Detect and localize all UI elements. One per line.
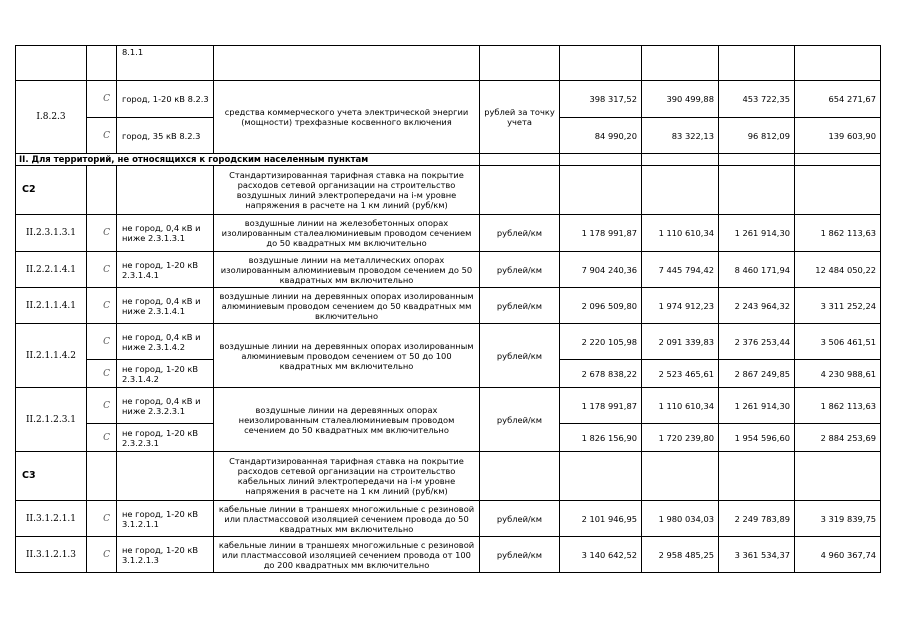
row-mark: C bbox=[87, 288, 117, 324]
row-code: II.2.1.1.4.1 bbox=[16, 288, 87, 324]
row-description: воздушные линии на деревянных опорах изолированным алюминиевым проводом сечением от 50 до 100 квадратных мм включительно bbox=[214, 324, 480, 388]
row-mark: C bbox=[87, 81, 117, 118]
value-cell: 2 101 946,95 bbox=[560, 501, 642, 537]
value-cell: 96 812,09 bbox=[719, 118, 795, 154]
value-cell: 1 178 991,87 bbox=[560, 388, 642, 424]
value-cell: 1 261 914,30 bbox=[719, 388, 795, 424]
row-description: кабельные линии в траншеях многожильные с резиновой или пластмассовой изоляцией сечением провода от 100 до 200 квадратных мм включительно bbox=[214, 537, 480, 573]
value-cell: 4 230 988,61 bbox=[795, 360, 881, 388]
value-cell: 3 319 839,75 bbox=[795, 501, 881, 537]
row-code: II.2.1.2.3.1 bbox=[16, 388, 87, 452]
section-header-row bbox=[16, 154, 881, 166]
row-name: не город, 0,4 кВ и ниже 2.3.1.3.1 bbox=[117, 215, 214, 252]
value-cell: 654 271,67 bbox=[795, 81, 881, 118]
row-mark: C bbox=[87, 388, 117, 424]
row-name: не город, 1-20 кВ 2.3.1.4.1 bbox=[117, 252, 214, 288]
table-row bbox=[16, 252, 881, 288]
row-description: кабельные линии в траншеях многожильные с резиновой или пластмассовой изоляцией сечением провода до 50 квадратных мм включительно bbox=[214, 501, 480, 537]
category-description: Стандартизированная тарифная ставка на покрытие расходов сетевой организации на строительство воздушных линий электропередачи на i-м уровне напряжения в расчете на 1 км линий (руб/км) bbox=[214, 166, 480, 215]
row-name: город, 1-20 кВ 8.2.3 bbox=[117, 81, 214, 118]
row-code: I.8.2.3 bbox=[16, 81, 87, 154]
row-description: воздушные линии на деревянных опорах изолированным алюминиевым проводом сечением до 50 квадратных мм включительно bbox=[214, 288, 480, 324]
row-name: не город, 0,4 кВ и ниже 2.3.1.4.1 bbox=[117, 288, 214, 324]
row-code: II.2.2.1.4.1 bbox=[16, 252, 87, 288]
value-cell: 1 954 596,60 bbox=[719, 424, 795, 452]
row-mark: C bbox=[87, 424, 117, 452]
value-cell: 4 960 367,74 bbox=[795, 537, 881, 573]
row-description: воздушные линии на железобетонных опорах изолированным сталеалюминиевым проводом сечением до 50 квадратных мм включительно bbox=[214, 215, 480, 252]
row-code: II.3.1.2.1.1 bbox=[16, 501, 87, 537]
value-cell: 1 720 239,80 bbox=[642, 424, 719, 452]
value-cell: 1 110 610,34 bbox=[642, 388, 719, 424]
row-unit: рублей/км bbox=[480, 501, 560, 537]
category-row bbox=[16, 166, 881, 215]
row-code: II.2.3.1.3.1 bbox=[16, 215, 87, 252]
value-cell: 2 678 838,22 bbox=[560, 360, 642, 388]
table-row bbox=[16, 537, 881, 573]
row-name: не город, 0,4 кВ и ниже 2.3.2.3.1 bbox=[117, 388, 214, 424]
value-cell: 7 445 794,42 bbox=[642, 252, 719, 288]
value-cell: 3 140 642,52 bbox=[560, 537, 642, 573]
value-cell: 2 376 253,44 bbox=[719, 324, 795, 360]
value-cell: 3 506 461,51 bbox=[795, 324, 881, 360]
value-cell: 1 826 156,90 bbox=[560, 424, 642, 452]
row-unit: рублей/км bbox=[480, 288, 560, 324]
row-description: средства коммерческого учета электрической энергии (мощности) трехфазные косвенного включения bbox=[214, 81, 480, 154]
value-cell: 398 317,52 bbox=[560, 81, 642, 118]
value-cell: 139 603,90 bbox=[795, 118, 881, 154]
top-row-name: 8.1.1 bbox=[117, 46, 214, 81]
category-row bbox=[16, 452, 881, 501]
row-mark: C bbox=[87, 324, 117, 360]
row-mark: C bbox=[87, 537, 117, 573]
row-mark: C bbox=[87, 215, 117, 252]
table-row bbox=[16, 215, 881, 252]
value-cell: 1 974 912,23 bbox=[642, 288, 719, 324]
value-cell: 12 484 050,22 bbox=[795, 252, 881, 288]
value-cell: 1 980 034,03 bbox=[642, 501, 719, 537]
table-row bbox=[16, 501, 881, 537]
value-cell: 2 958 485,25 bbox=[642, 537, 719, 573]
value-cell: 1 110 610,34 bbox=[642, 215, 719, 252]
value-cell: 1 261 914,30 bbox=[719, 215, 795, 252]
value-cell: 8 460 171,94 bbox=[719, 252, 795, 288]
value-cell: 3 361 534,37 bbox=[719, 537, 795, 573]
value-cell: 2 523 465,61 bbox=[642, 360, 719, 388]
row-code: II.3.1.2.1.3 bbox=[16, 537, 87, 573]
table-row bbox=[16, 324, 881, 360]
row-unit: рублей/км bbox=[480, 537, 560, 573]
value-cell: 2 220 105,98 bbox=[560, 324, 642, 360]
value-cell: 3 311 252,24 bbox=[795, 288, 881, 324]
value-cell: 453 722,35 bbox=[719, 81, 795, 118]
row-name: не город, 1-20 кВ 3.1.2.1.1 bbox=[117, 501, 214, 537]
tariff-table bbox=[15, 45, 881, 573]
value-cell: 7 904 240,36 bbox=[560, 252, 642, 288]
value-cell: 2 867 249,85 bbox=[719, 360, 795, 388]
row-unit: рублей за точку учета bbox=[480, 81, 560, 154]
value-cell: 390 499,88 bbox=[642, 81, 719, 118]
row-mark: C bbox=[87, 501, 117, 537]
row-code: II.2.1.1.4.2 bbox=[16, 324, 87, 388]
row-unit: рублей/км bbox=[480, 252, 560, 288]
row-name: город, 35 кВ 8.2.3 bbox=[117, 118, 214, 154]
value-cell: 2 884 253,69 bbox=[795, 424, 881, 452]
row-mark: C bbox=[87, 360, 117, 388]
row-description: воздушные линии на металлических опорах изолированным алюминиевым проводом сечением до 50 квадратных мм включительно bbox=[214, 252, 480, 288]
category-label: C2 bbox=[16, 166, 87, 215]
table-row bbox=[16, 288, 881, 324]
row-mark: C bbox=[87, 252, 117, 288]
row-description: воздушные линии на деревянных опорах неизолированным сталеалюминиевым проводом сечением до 50 квадратных мм включительно bbox=[214, 388, 480, 452]
value-cell: 2 249 783,89 bbox=[719, 501, 795, 537]
row-unit: рублей/км bbox=[480, 215, 560, 252]
row-unit: рублей/км bbox=[480, 388, 560, 452]
category-label: C3 bbox=[16, 452, 87, 501]
row-unit: рублей/км bbox=[480, 324, 560, 388]
row-name: не город, 1-20 кВ 2.3.1.4.2 bbox=[117, 360, 214, 388]
value-cell: 1 178 991,87 bbox=[560, 215, 642, 252]
value-cell: 84 990,20 bbox=[560, 118, 642, 154]
row-name: не город, 0,4 кВ и ниже 2.3.1.4.2 bbox=[117, 324, 214, 360]
row-name: не город, 1-20 кВ 3.1.2.1.3 bbox=[117, 537, 214, 573]
table-row-top bbox=[16, 46, 881, 81]
table-row bbox=[16, 81, 881, 118]
table-row bbox=[16, 388, 881, 424]
value-cell: 1 862 113,63 bbox=[795, 388, 881, 424]
value-cell: 2 091 339,83 bbox=[642, 324, 719, 360]
value-cell: 1 862 113,63 bbox=[795, 215, 881, 252]
value-cell: 2 243 964,32 bbox=[719, 288, 795, 324]
row-mark: C bbox=[87, 118, 117, 154]
row-name: не город, 1-20 кВ 2.3.2.3.1 bbox=[117, 424, 214, 452]
value-cell: 2 096 509,80 bbox=[560, 288, 642, 324]
section-title: II. Для территорий, не относящихся к городским населенным пунктам bbox=[16, 154, 480, 166]
value-cell: 83 322,13 bbox=[642, 118, 719, 154]
category-description: Стандартизированная тарифная ставка на покрытие расходов сетевой организации на строительство кабельных линий электропередачи на i-м уровне напряжения в расчете на 1 км линий (руб/км) bbox=[214, 452, 480, 501]
